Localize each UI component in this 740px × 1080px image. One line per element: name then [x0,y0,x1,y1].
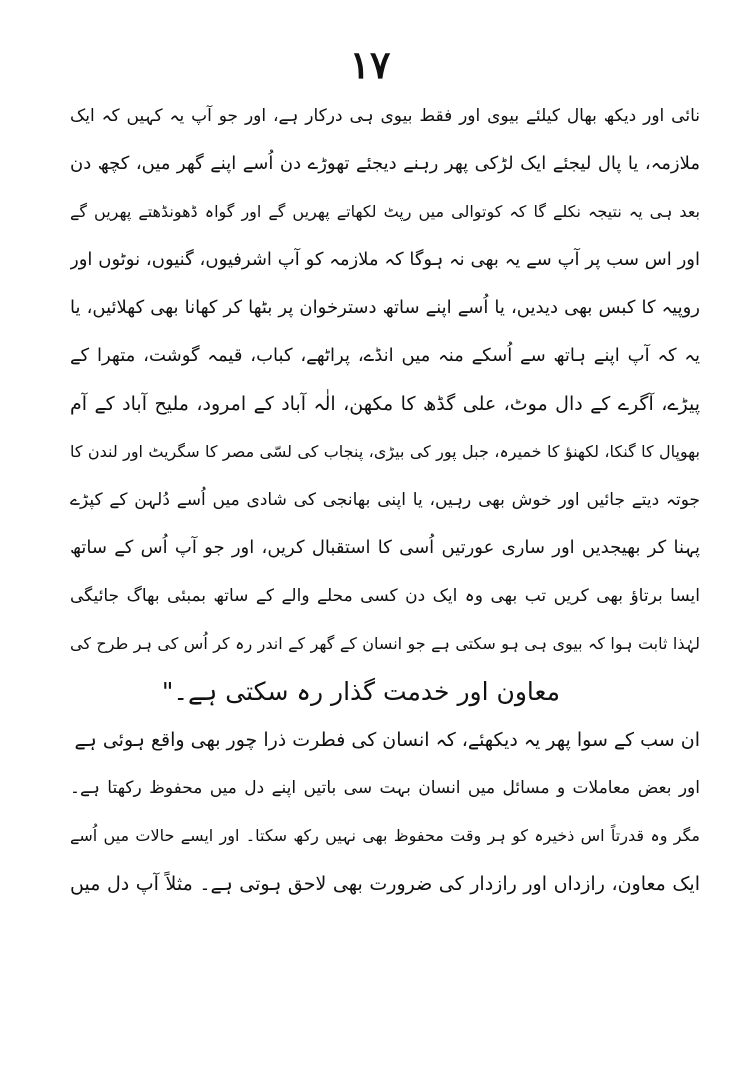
text-line-2: ملازمہ، یا پال لیجئے ایک لڑکی پھر رہنے دیجئے تھوڑے دن اُسے اپنے گھر میں، کچھ دن [70,153,700,174]
text-line-4: اور اس سب پر آپ سے یہ بھی نہ ہوگا کہ ملازمہ کو آپ اشرفیوں، گنیوں، نوٹوں اور [70,249,700,270]
page-number: ۱۷ [349,42,391,87]
text-line-16: مگر وہ قدرتاً اس ذخیرہ کو ہر وقت محفوظ بھی نہیں رکھ سکتا۔ اور ایسے حالات میں اُسے [70,826,700,845]
text-line-14: ان سب کے سوا پھر یہ دیکھئے، کہ انسان کی فطرت ذرا چور بھی واقع ہوئی ہے [74,729,700,751]
text-line-8: بھوپال کا گنکا، لکھنؤ کا خمیرہ، جبل پور کی بیڑی، پنجاب کی لسّی مصر کا سگریٹ اور لندن کا [70,442,700,461]
body-text [70,92,700,908]
text-line-9: جوتہ دیتے جائیں اور خوش بھی رہیں، یا اپنی بھانجی کی شادی میں اُسے دُلہن کے کپڑے [70,490,700,510]
text-line-17: ایک معاون، رازداں اور رازدار کی ضرورت بھی لاحق ہوتی ہے۔ مثلاً آپ دل میں [70,873,700,895]
text-line-6: یہ کہ آپ اپنے ہاتھ سے اُسکے منہ میں انڈے، پراٹھے، کباب، قیمہ گوشت، متھرا کے [70,345,700,366]
text-line-1: نائی اور دیکھ بھال کیلئے بیوی اور فقط بیوی ہی درکار ہے، اور جو آپ یہ کہیں کہ ایک [70,106,700,126]
text-line-13: معاون اور خدمت گذار رہ سکتی ہے۔" [161,677,560,706]
text-line-12: لہٰذا ثابت ہوا کہ بیوی ہی ہو سکتی ہے جو انسان کے گھر کے اندر رہ کر اُس کی ہر طرح کی [70,634,700,653]
text-line-11: ایسا برتاؤ بھی کریں تب بھی وہ ایک دن کسی محلے والے کے ساتھ بمبئی بھاگ جائیگی [70,586,700,606]
text-line-5: روپیہ کا کبس بھی دیدیں، یا اُسے اپنے ساتھ دسترخوان پر بٹھا کر کھانا بھی کھلائیں، یا [70,297,700,318]
text-line-10: پہنا کر بھیجدیں اور ساری عورتیں اُسی کا استقبال کریں، اور جو آپ اُس کے ساتھ [70,537,700,558]
text-line-3: بعد ہی یہ نتیجہ نکلے گا کہ کوتوالی میں رپٹ لکھاتے پھریں گے اور گواہ ڈھونڈھتے پھریں گے [70,202,700,221]
text-line-15: اور بعض معاملات و مسائل میں انسان بہت سی باتیں اپنے دل میں محفوظ رکھتا ہے۔ [70,778,700,798]
text-line-7: پیڑے، آگرے کے دال موٹ، علی گڈھ کا مکھن، الٰہ آباد کے امرود، ملیح آباد کے آم [70,393,700,415]
